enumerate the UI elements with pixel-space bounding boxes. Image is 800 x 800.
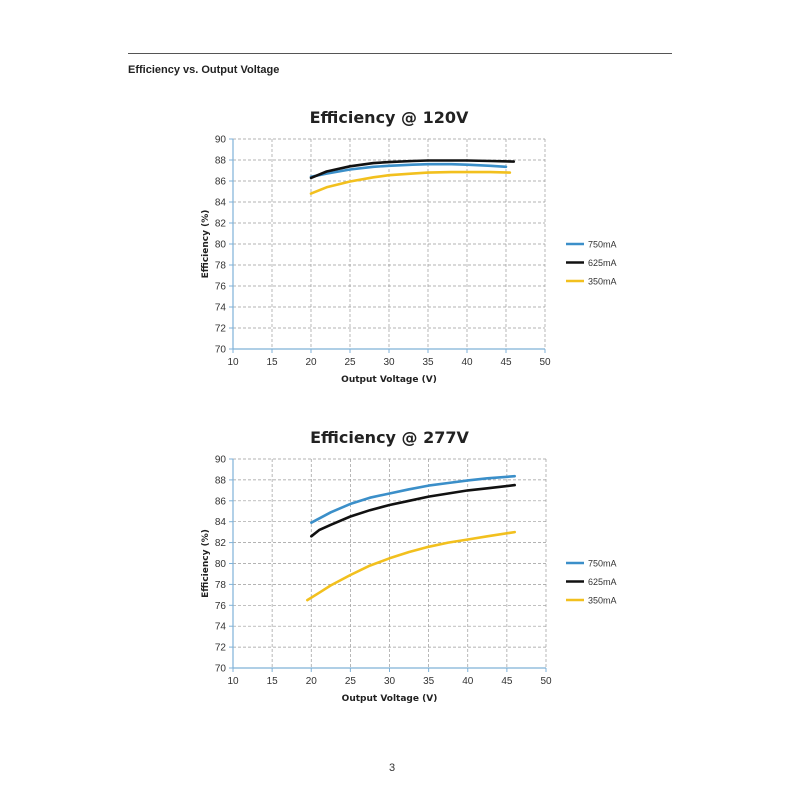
legend-label-625mA: 625mA: [588, 577, 617, 587]
y-tick-label: 70: [214, 663, 226, 675]
y-tick-label: 80: [214, 559, 226, 570]
x-tick-label: 50: [539, 357, 551, 368]
x-tick-label: 50: [540, 676, 552, 687]
y-tick-label: 70: [214, 344, 226, 356]
y-tick-label: 76: [214, 600, 226, 612]
y-tick-label: 76: [214, 281, 226, 293]
header-rule: [128, 53, 672, 54]
section-title: Efficiency vs. Output Voltage: [128, 64, 280, 76]
legend-label-750mA: 750mA: [588, 558, 617, 569]
x-tick-label: 15: [266, 676, 278, 687]
efficiency-277v-chart: [0, 420, 800, 720]
x-tick-label: 20: [305, 357, 317, 368]
x-tick-label: 15: [266, 357, 278, 368]
x-tick-label: 20: [305, 676, 317, 687]
x-tick-label: 40: [461, 357, 473, 368]
y-tick-label: 84: [214, 517, 226, 529]
x-tick-label: 35: [423, 676, 435, 687]
legend-label-750mA: 750mA: [588, 239, 617, 250]
x-tick-label: 45: [501, 676, 513, 687]
x-tick-label: 10: [227, 357, 239, 368]
x-tick-label: 25: [344, 357, 356, 368]
y-tick-label: 86: [214, 176, 226, 188]
y-tick-label: 74: [214, 621, 226, 633]
y-tick-label: 72: [214, 642, 226, 654]
y-tick-label: 88: [214, 475, 226, 487]
series-line-350mA: [311, 172, 510, 194]
y-axis-label: Efficiency (%): [201, 209, 211, 279]
y-tick-label: 78: [214, 260, 226, 272]
legend-label-350mA: 350mA: [588, 276, 617, 287]
y-tick-label: 72: [214, 323, 226, 335]
y-tick-label: 90: [214, 454, 226, 466]
series-line-625mA: [311, 161, 514, 178]
y-tick-label: 90: [214, 134, 226, 146]
page-number: 3: [388, 762, 396, 774]
y-axis-label: Efficiency (%): [201, 529, 211, 598]
x-tick-label: 10: [227, 676, 239, 687]
x-tick-label: 30: [383, 676, 396, 687]
y-tick-label: 84: [214, 197, 226, 209]
x-tick-label: 45: [500, 357, 512, 368]
y-tick-label: 74: [214, 302, 226, 314]
x-axis-label: Output Voltage (V): [341, 694, 438, 704]
y-tick-label: 80: [214, 239, 226, 251]
x-tick-label: 35: [422, 357, 434, 368]
y-tick-label: 88: [214, 155, 226, 167]
y-tick-label: 82: [214, 218, 226, 230]
y-tick-label: 78: [214, 579, 226, 591]
series-line-625mA: [311, 485, 514, 536]
x-tick-label: 25: [344, 676, 356, 687]
x-tick-label: 40: [462, 676, 474, 687]
legend-label-350mA: 350mA: [588, 595, 617, 606]
legend-label-625mA: 625mA: [588, 258, 617, 268]
y-tick-label: 86: [214, 496, 226, 508]
chart-title: Efficiency @ 277V: [310, 428, 469, 447]
chart-title: Efficiency @ 120V: [309, 108, 469, 127]
x-axis-label: Output Voltage (V): [341, 375, 437, 385]
y-tick-label: 82: [214, 538, 226, 550]
efficiency-120v-chart: [0, 100, 800, 400]
x-tick-label: 30: [383, 357, 395, 368]
